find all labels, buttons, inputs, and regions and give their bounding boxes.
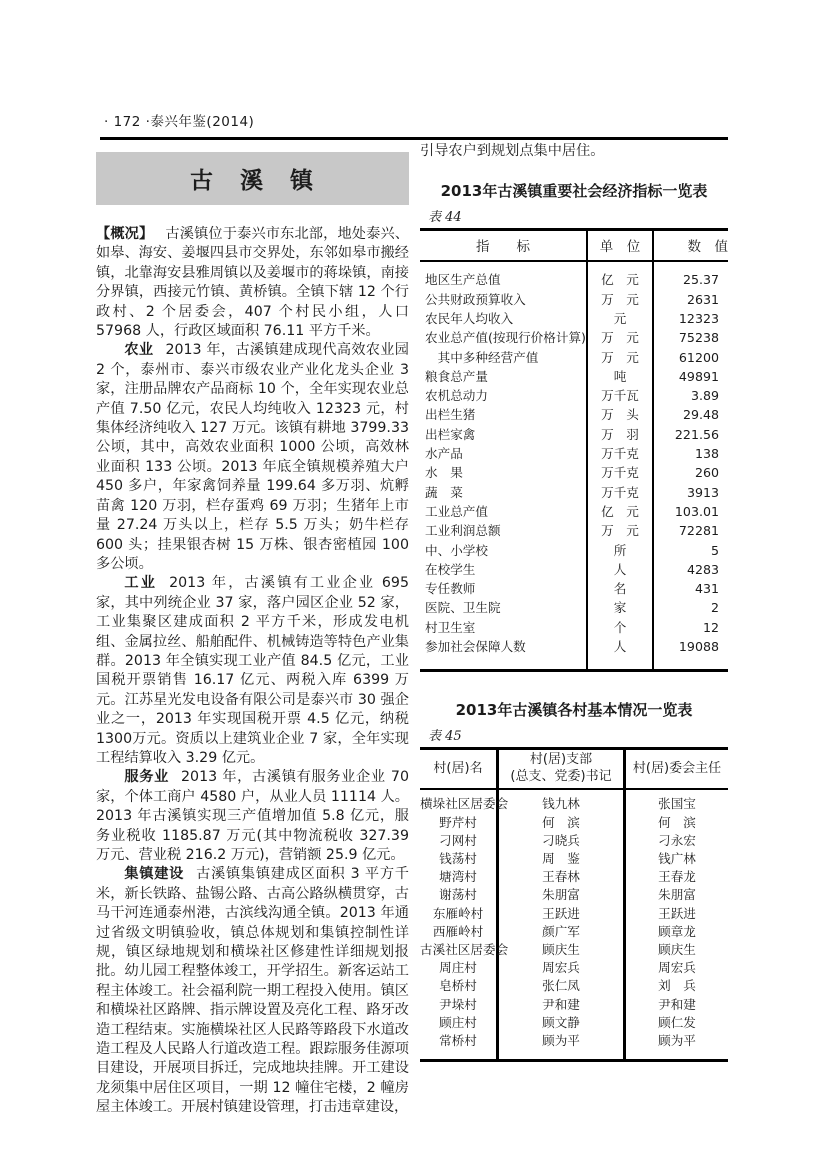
table-row [420,425,728,444]
table-cell: 粮食总产量 [425,368,488,384]
town-construction-paragraph [96,865,409,1117]
table-cell: 尹垛村 [439,996,477,1012]
table-cell: 顾仁发 [658,1014,696,1030]
table-cell: 万 元 [587,328,653,347]
table-cell: 个 [587,618,653,637]
table-row [420,618,728,637]
table-cell: 农民年人均收入 [425,311,514,326]
table-row [420,850,728,868]
table-cell: 中、小学校 [425,542,488,558]
table-row [420,579,728,598]
table-row [420,309,728,328]
table-row [420,868,728,886]
table-header-row [420,749,728,790]
table44-label: 表 44 [428,210,462,226]
table-cell: 周宏兵 [658,960,696,976]
table-cell: 221.56 [674,426,719,442]
table-cell: 刁永宏 [658,832,696,848]
table-cell: 万千克 [587,444,653,463]
continuation-paragraph: 引导农户到规划点集中居住。 [420,143,605,159]
table-cell: 水产品 [425,446,463,462]
table-cell: 顾为平 [658,1032,696,1048]
table-cell: 古溪社区居委会 [420,941,509,957]
table-cell: 顾章龙 [658,923,696,939]
table-row [420,637,728,671]
table-cell: 4283 [686,561,719,577]
table-row [420,348,728,367]
paragraph-lead: 【概况】 [96,226,154,242]
table-cell: 塘湾村 [439,869,477,885]
table-cell: 刁网村 [439,832,477,848]
right-column [420,142,728,1062]
table-row [420,941,728,959]
table-cell: 29.48 [682,407,719,423]
table-cell: 103.01 [674,503,719,519]
table-row [420,959,728,977]
paragraph-lead: 服务业 [124,769,169,786]
table-cell: 75238 [678,330,719,346]
table-cell: 王跃进 [658,905,696,921]
table44-title: 2013年古溪镇重要社会经济指标一览表 [440,182,708,201]
table-cell: 周 鉴 [498,850,625,868]
table-cell: 万 头 [587,405,653,424]
table45-label: 表 45 [428,729,462,745]
table-cell: 地区生产总值 [425,272,501,288]
economic-indicators-table [420,228,728,672]
table-row [420,598,728,617]
table-cell: 吨 [587,367,653,386]
column-header-committee-director: 村(居)委会主任 [625,749,729,790]
column-header-village-name: 村(居)名 [420,749,498,790]
table-cell: 尹和建 [658,996,696,1012]
table-cell: 钱广林 [658,850,696,866]
table-cell: 朱朋富 [498,886,625,904]
table-row [420,386,728,405]
column-header-value: 数 值 [653,230,728,262]
paragraph-text: 2013 年，古溪镇有工业企业 695 家，其中列统企业 37 家，落户园区企业 52 家，工业集聚区建成面积 2 平方千米，形成发电机组、金属拉丝、船舶配件、机械铸造等特色产业集群。2013 年全镇实现工业产值 84.5 亿元，工业国税开票销售 16.17 亿元、两税入库 6399 万元。江苏星光发电设备有限公司是泰兴市 30 强企业之一，2013 年实现国税开票 4.5 亿元，纳税 1300万元。资质以上建筑业企业 7 家，全年实现工程结算收入 3.29 亿元。 [96,575,409,766]
column-header-party-secretary [498,749,625,790]
table-row [420,832,728,850]
table-cell: 医院、卫生院 [425,600,501,616]
paragraph-lead: 农业 [124,342,154,359]
table-row [420,405,728,424]
table-cell: 顾庆生 [498,941,625,959]
table-cell: 12 [702,619,719,635]
agriculture-paragraph [96,341,409,574]
table-row [420,521,728,540]
table-cell: 王跃进 [498,905,625,923]
table-cell: 万 元 [587,348,653,367]
table-cell: 刘 兵 [658,978,696,994]
table-cell: 138 [694,446,719,462]
industry-paragraph [96,574,409,768]
table-cell: 野芹村 [439,814,477,830]
table-row [420,905,728,923]
table-row [420,923,728,941]
table-cell: 12323 [678,311,719,326]
column-header-unit: 单 位 [587,230,653,262]
table-cell: 农机总动力 [425,388,488,404]
table-cell: 周宏兵 [498,959,625,977]
table-cell: 何 滨 [498,814,625,832]
table-row [420,1014,728,1032]
table-cell: 蔬 菜 [425,484,463,500]
table-cell: 万千克 [587,483,653,502]
table-cell: 出栏家禽 [425,426,476,442]
table-cell: 顾庄村 [439,1014,477,1030]
table-cell: 万千瓦 [587,386,653,405]
table-row [420,977,728,995]
table-cell: 农业总产值(按现行价格计算) [425,330,586,346]
table-cell: 村卫生室 [425,619,476,635]
table-cell: 名 [587,579,653,598]
table-cell: 431 [694,581,719,597]
paragraph-text: 古溪镇集镇建成区面积 3 平方千米，新长铁路、盐锡公路、古高公路纵横贯穿，古马干河连通泰州港，古滨线沟通全镇。2013 年通过省级文明镇验收，镇总体规划和集镇控制性详规，镇区绿地规划和横垛社区修建性详细规划报批。幼儿园工程整体竣工，开学招生。新客运站工程主体竣工。社会福利院一期工程投入使用。镇区和横垛社区路牌、指示牌设置及亮化工程、路牙改造工程结束。实施横垛社区人民路等路段下水道改造工程及人民路人行道改造工程。跟踪服务佳源项目建设，开展项目拆迁，完成地块挂牌。开工建设龙须集中居住区项目，一期 12 幢住宅楼，2 幢房屋主体竣工。开展村镇建设管理，打击违章建设， [96,866,409,1116]
table-row [420,328,728,347]
table-row [420,483,728,502]
table-row [420,463,728,482]
table-row [420,502,728,521]
table-cell: 万 元 [587,290,653,309]
table-cell: 常桥村 [439,1032,477,1048]
villages-table [420,747,728,1062]
table-cell: 亿 元 [587,502,653,521]
table-cell: 工业利润总额 [425,523,501,539]
table-cell: 61200 [678,349,719,365]
table-cell: 尹和建 [498,996,625,1014]
section-title: 古 溪 镇 [190,168,315,194]
table-cell: 刁晓兵 [498,832,625,850]
table-cell: 万 羽 [587,425,653,444]
table-cell: 49891 [678,368,719,384]
table-cell: 19088 [678,639,719,655]
table-cell: 万千克 [587,463,653,482]
table-cell: 亿 元 [587,261,653,289]
table-cell: 王春龙 [658,869,696,885]
table-row [420,1032,728,1061]
table-cell: 元 [587,309,653,328]
table-row [420,789,728,813]
table-cell: 万 元 [587,521,653,540]
table-cell: 朱朋富 [658,887,696,903]
table-cell: 何 滨 [658,814,696,830]
table-cell: 王春林 [498,868,625,886]
table-cell: 张仁凤 [498,977,625,995]
table-cell: 钱九林 [498,789,625,813]
table-cell: 顾庆生 [658,941,696,957]
table-cell: 张国宝 [658,796,696,812]
table45-title: 2013年古溪镇各村基本情况一览表 [455,701,693,720]
header-line: 村(居)支部 [529,752,593,768]
services-paragraph [96,768,409,865]
table-cell: 颜广军 [498,923,625,941]
header-line: (总支、党委)书记 [510,768,612,784]
paragraph-text: 2013 年，古溪镇建成现代高效农业园 2 个，泰州市、泰兴市级农业产业化龙头企业 3 家，注册品牌农产品商标 10 个，全年实现农业总产值 7.50 亿元，农民人均纯收入 12323 元，村集体经济纯收入 127 万元。该镇有耕地 3799.33 公顷，其中，高效农业面积 1000 公顷，高效林业面积 133 公顷。2013 年底全镇规模养殖大户 450 多户，年家禽饲养量 199.64 多万羽、炕孵苗禽 120 万羽，栏存蛋鸡 69 万羽；生猪年上市量 27.24 万头以上，栏存 5.5 万头；奶牛栏存 600 头；挂果银杏树 15 万株、银杏密植园 100 多公顷。 [96,342,409,572]
table-cell: 人 [587,637,653,671]
table-cell: 皂桥村 [439,978,477,994]
table-cell: 在校学生 [425,561,476,577]
table-cell: 5 [710,542,719,558]
paragraph-lead: 工业 [124,575,158,592]
table-row [420,560,728,579]
table-cell: 横垛社区居委会 [420,796,509,812]
section-title-box [96,152,409,205]
table-cell: 周庄村 [439,960,477,976]
paragraph-text: 2013 年，古溪镇有服务业企业 70 家，个体工商户 4580 户，从业人员 11114 人。2013 年古溪镇实现三产值增加值 5.8 亿元，服务业税收 1185.87 万元(其中物流税收 327.39 万元、营业税 216.2 万元)，营销额 25.9 亿元。 [96,769,409,863]
overview-paragraph [96,225,409,341]
table-cell: 出栏生猪 [425,407,476,423]
table-cell: 水 果 [425,465,463,481]
table-cell: 3913 [686,484,719,500]
table-cell: 参加社会保障人数 [425,639,526,655]
table-cell: 25.37 [682,272,719,288]
table-row [420,886,728,904]
table-row [420,367,728,386]
table-cell: 其中多种经营产值 [425,349,539,365]
running-head: · 172 ·泰兴年鉴(2014) [104,114,255,130]
table-cell: 东雁岭村 [432,905,484,921]
table-cell: 2631 [686,291,719,307]
left-column [96,152,409,1118]
table-row [420,996,728,1014]
table-cell: 专任教师 [425,581,476,597]
table-cell: 顾文静 [498,1014,625,1032]
table-row [420,541,728,560]
table-row [420,814,728,832]
table-cell: 人 [587,560,653,579]
table-cell: 260 [694,465,719,481]
table-header-row [420,230,728,262]
table-cell: 工业总产值 [425,503,488,519]
table-cell: 顾为平 [498,1032,625,1061]
paragraph-text: 古溪镇位于泰兴市东北部，地处泰兴、如皋、海安、姜堰四县市交界处，东邻如皋市搬经镇，北靠海安县雅周镇以及姜堰市的蒋垛镇，南接分界镇，西接元竹镇、黄桥镇。全镇下辖 12 个行政村、2 个居委会，407 个村民小组，人口 57968 人，行政区域面积 76.11 平方千米。 [96,226,409,340]
table-cell: 公共财政预算收入 [425,291,526,307]
table-cell: 所 [587,541,653,560]
header-rule [100,137,728,140]
table-row [420,444,728,463]
table-row [420,261,728,289]
table-cell: 2 [710,600,719,616]
table-cell: 钱荡村 [439,850,477,866]
table-cell: 谢荡村 [439,887,477,903]
table-cell: 3.89 [690,388,719,404]
column-header-indicator: 指 标 [420,230,587,262]
table-cell: 家 [587,598,653,617]
table-cell: 西雁岭村 [432,923,484,939]
paragraph-lead: 集镇建设 [124,866,185,883]
table-cell: 72281 [678,523,719,539]
table-row [420,290,728,309]
